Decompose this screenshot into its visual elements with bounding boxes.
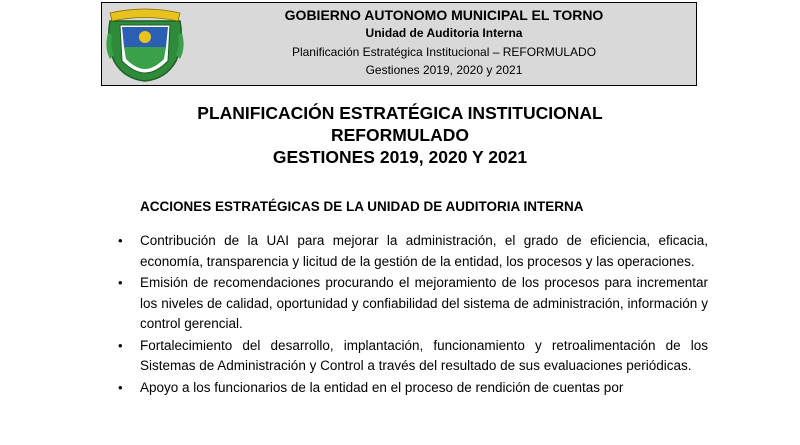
list-item xyxy=(118,231,708,272)
title-line-2: REFORMULADO xyxy=(330,125,470,145)
list-item-text: Emisión de recomendaciones procurando el mejoramiento de los procesos para incrementar los niveles de calidad, oportunidad y confiabilidad del sistema de administración, información y control gerencial. xyxy=(140,275,708,331)
list-item-text: Fortalecimiento del desarrollo, implantación, funcionamiento y retroalimentación de los Sistemas de Administración y Control a través del resultado de sus evaluaciones periódicas. xyxy=(140,337,708,373)
institution-name: GOBIERNO AUTONOMO MUNICIPAL EL TORNO xyxy=(284,7,604,23)
bullet-icon: • xyxy=(118,233,123,248)
strategic-actions-list xyxy=(118,231,708,399)
document-period: Gestiones 2019, 2020 y 2021 xyxy=(365,63,523,77)
unit-name: Unidad de Auditoria Interna xyxy=(365,26,523,40)
title-line-1: PLANIFICACIÓN ESTRATÉGICA INSTITUCIONAL xyxy=(197,103,603,123)
section-heading: ACCIONES ESTRATÉGICAS DE LA UNIDAD DE AUDITORIA INTERNA xyxy=(140,199,584,214)
municipal-emblem-icon xyxy=(104,3,186,83)
list-item xyxy=(118,336,708,377)
list-item-text: Contribución de la UAI para mejorar la administración, el grado de eficiencia, eficacia, economía, transparencia y licitud de la gestión de la entidad, los procesos y las operaciones. xyxy=(140,233,708,269)
list-item xyxy=(118,273,708,335)
list-item xyxy=(118,378,708,399)
bullet-icon: • xyxy=(118,379,123,395)
bullet-icon: • xyxy=(118,337,123,353)
document-title xyxy=(0,102,800,168)
bullet-icon: • xyxy=(118,275,123,290)
document-subtitle: Planificación Estratégica Institucional – REFORMULADO xyxy=(291,45,597,59)
list-item-text: Apoyo a los funcionarios de la entidad en el proceso de rendición de cuentas por xyxy=(140,379,624,395)
title-line-3: GESTIONES 2019, 2020 Y 2021 xyxy=(272,147,528,167)
header-text xyxy=(196,6,692,78)
